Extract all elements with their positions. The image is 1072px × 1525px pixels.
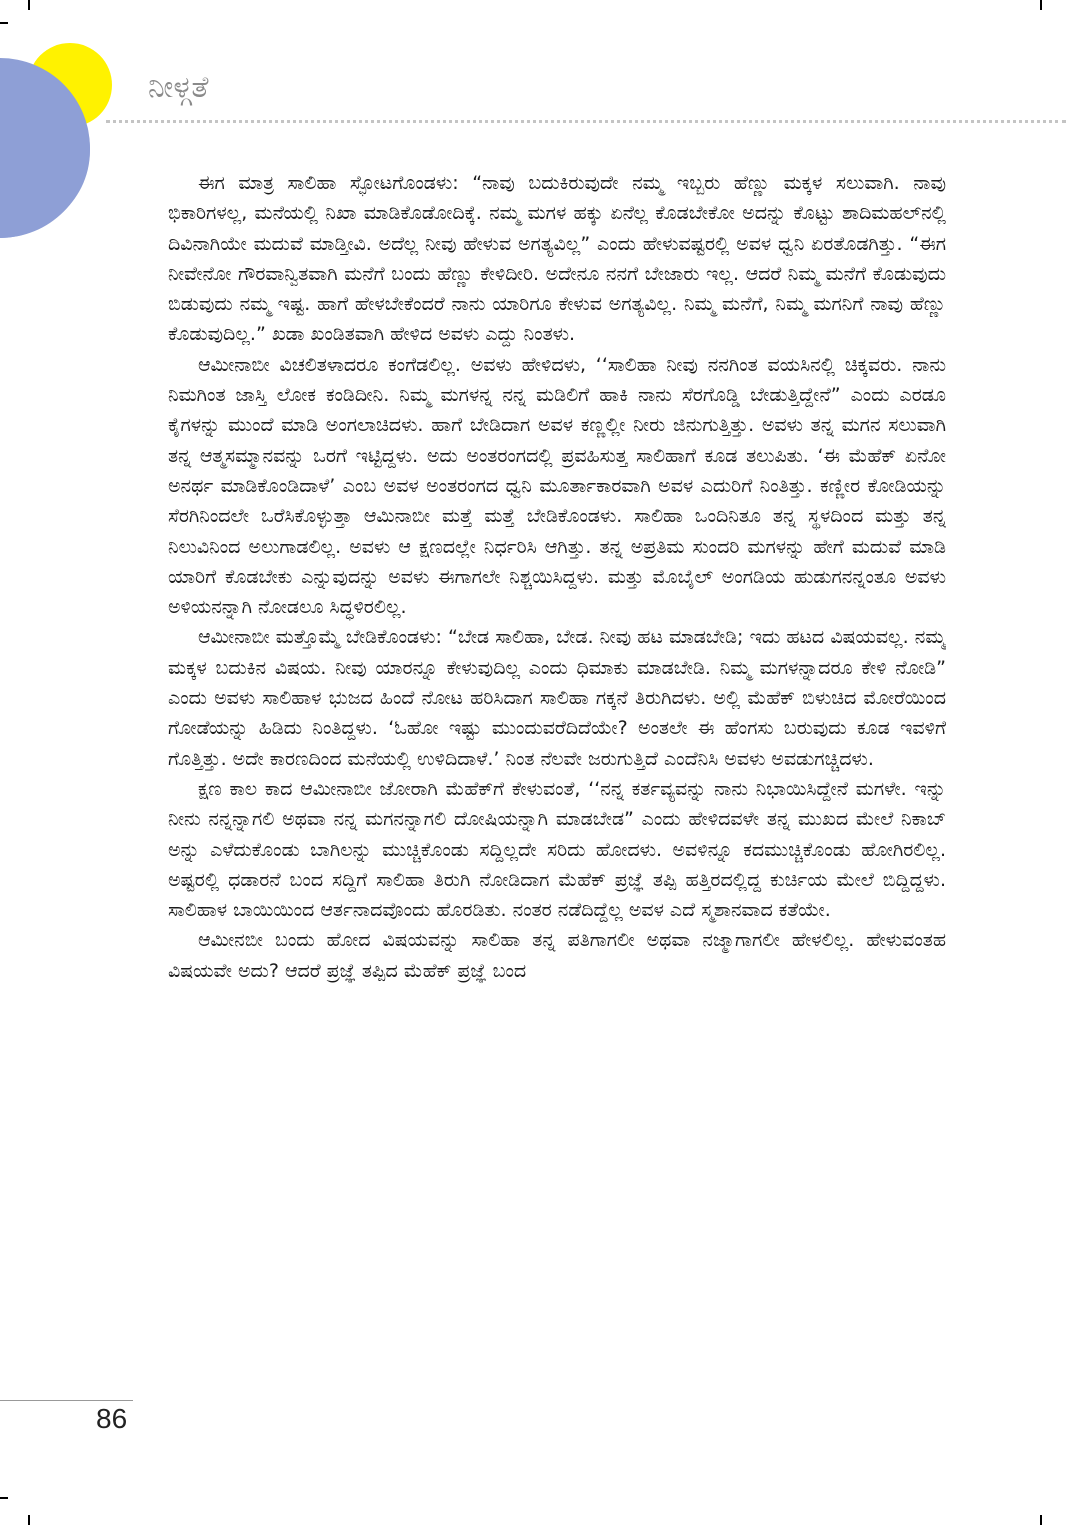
crop-mark-bottom-left (28, 1515, 30, 1525)
footer-divider (0, 1400, 133, 1401)
crop-mark-bottom-right (1040, 1515, 1042, 1525)
page-number: 86 (96, 1403, 128, 1434)
paragraph-4: ಕ್ಷಣ ಕಾಲ ಕಾದ ಆಮೀನಾಬೀ ಜೋರಾಗಿ ಮೆಹೆಕ್‌ಗೆ ಕೇಳುವಂತೆ, ‘‘ನನ್ನ ಕರ್ತವ್ಯವನ್ನು ನಾನು ನಿಭಾಯಿಸಿದ್ದೇನೆ ಮಗಳೇ. ಇನ್ನು ನೀನು ನನ್ನನ್ನಾಗಲಿ ಅಥವಾ ನನ್ನ ಮಗನನ್ನಾಗಲಿ ದೋಷಿಯನ್ನಾಗಿ ಮಾಡಬೇಡ” ಎಂದು ಹೇಳಿದವಳೇ ತನ್ನ ಮುಖದ ಮೇಲೆ ನಿಕಾಬ್ ಅನ್ನು ಎಳೆದುಕೊಂಡು ಬಾಗಿಲನ್ನು ಮುಚ್ಚಿಕೊಂಡು ಸದ್ದಿಲ್ಲದೇ ಸರಿದು ಹೋದಳು. ಅವಳಿನ್ನೂ ಕದಮುಚ್ಚಿಕೊಂಡು ಹೋಗಿರಲಿಲ್ಲ. ಅಷ್ಟರಲ್ಲಿ ಧಡಾರನೆ ಬಂದ ಸದ್ದಿಗೆ ಸಾಲಿಹಾ ತಿರುಗಿ ನೋಡಿದಾಗ ಮೆಹೆಕ್ ಪ್ರಜ್ಞೆ ತಪ್ಪಿ ಹತ್ತಿರದಲ್ಲಿದ್ದ ಕುರ್ಚಿಯ ಮೇಲೆ ಬಿದ್ದಿದ್ದಳು. ಸಾಲಿಹಾಳ ಬಾಯಿಯಿಂದ ಆರ್ತನಾದವೊಂದು ಹೊರಡಿತು. ನಂತರ ನಡೆದಿದ್ದೆಲ್ಲ ಅವಳ ಎದೆ ಸ್ಮಶಾನವಾದ ಕತೆಯೇ. (168, 777, 946, 922)
paragraph-2: ಆಮೀನಾಬೀ ವಿಚಲಿತಳಾದರೂ ಕಂಗೆಡಲಿಲ್ಲ. ಅವಳು ಹೇಳಿದಳು, ‘‘ಸಾಲಿಹಾ ನೀವು ನನಗಿಂತ ವಯಸಿನಲ್ಲಿ ಚಿಕ್ಕವರು. ನಾನು ನಿಮಗಿಂತ ಜಾಸ್ತಿ ಲೋಕ ಕಂಡಿದೀನಿ. ನಿಮ್ಮ ಮಗಳನ್ನ ನನ್ನ ಮಡಿಲಿಗೆ ಹಾಕಿ ನಾನು ಸೆರಗೊಡ್ಡಿ ಬೇಡುತ್ತಿದ್ದೇನೆ” ಎಂದು ಎರಡೂ ಕೈಗಳನ್ನು ಮುಂದೆ ಮಾಡಿ ಅಂಗಲಾಚಿದಳು. ಹಾಗೆ ಬೇಡಿದಾಗ ಅವಳ ಕಣ್ಣಲ್ಲೀ ನೀರು ಜಿನುಗುತ್ತಿತ್ತು. ಅವಳು ತನ್ನ ಮಗನ ಸಲುವಾಗಿ ತನ್ನ ಆತ್ಮಸಮ್ಮಾನವನ್ನು ಒರಗೆ ಇಟ್ಟಿದ್ದಳು. ಅದು ಅಂತರಂಗದಲ್ಲಿ ಪ್ರವಹಿಸುತ್ತ ಸಾಲಿಹಾಗೆ ಕೂಡ ತಲುಪಿತು. ‘ಈ ಮೆಹೆಕ್ ಏನೋ ಅನರ್ಥ ಮಾಡಿಕೊಂಡಿದಾಳೆ’ ಎಂಬ ಅವಳ ಅಂತರಂಗದ ಧ್ವನಿ ಮೂರ್ತಾಕಾರವಾಗಿ ಅವಳ ಎದುರಿಗೆ ನಿಂತಿತ್ತು. ಕಣ್ಣೀರ ಕೋಡಿಯನ್ನು ಸೆರಗಿನಿಂದಲೇ ಒರೆಸಿಕೊಳ್ಳುತ್ತಾ ಆಮಿನಾಬೀ ಮತ್ತೆ ಮತ್ತೆ ಬೇಡಿಕೊಂಡಳು. ಸಾಲಿಹಾ ಒಂದಿನಿತೂ ತನ್ನ ಸ್ಥಳದಿಂದ ಮತ್ತು ತನ್ನ ನಿಲುವಿನಿಂದ ಅಲುಗಾಡಲಿಲ್ಲ. ಅವಳು ಆ ಕ್ಷಣದಲ್ಲೇ ನಿರ್ಧರಿಸಿ ಆಗಿತ್ತು. ತನ್ನ ಅಪ್ರತಿಮ ಸುಂದರಿ ಮಗಳನ್ನು ಹೇಗೆ ಮದುವೆ ಮಾಡಿ ಯಾರಿಗೆ ಕೊಡಬೇಕು ಎನ್ನುವುದನ್ನು ಅವಳು ಈಗಾಗಲೇ ನಿಶ್ಚಯಿಸಿದ್ದಳು. ಮತ್ತು ಮೊಬೈಲ್ ಅಂಗಡಿಯ ಹುಡುಗನನ್ನಂತೂ ಅವಳು ಅಳಿಯನನ್ನಾಗಿ ನೋಡಲೂ ಸಿದ್ಧಳಿರಲಿಲ್ಲ. (168, 353, 946, 619)
page-body (168, 168, 946, 1398)
running-header-title: ನೀಳ್ಗತೆ (148, 70, 209, 105)
paragraph-1: ಈಗ ಮಾತ್ರ ಸಾಲಿಹಾ ಸ್ಫೋಟಗೊಂಡಳು: “ನಾವು ಬದುಕಿರುವುದೇ ನಮ್ಮ ಇಬ್ಬರು ಹೆಣ್ಣು ಮಕ್ಕಳ ಸಲುವಾಗಿ. ನಾವು ಭಿಕಾರಿಗಳಲ್ಲ, ಮನೆಯಲ್ಲಿ ನಿಖಾ ಮಾಡಿಕೊಡೋದಿಕ್ಕೆ. ನಮ್ಮ ಮಗಳ ಹಕ್ಕು ಏನೆಲ್ಲ ಕೊಡಬೇಕೋ ಅದನ್ನು ಕೊಟ್ಟು ಶಾದಿಮಹಲ್‌ನಲ್ಲಿ ದಿವಿನಾಗಿಯೇ ಮದುವೆ ಮಾಡ್ತೀವಿ. ಅದೆಲ್ಲ ನೀವು ಹೇಳುವ ಅಗತ್ಯವಿಲ್ಲ” ಎಂದು ಹೇಳುವಷ್ಟರಲ್ಲಿ ಅವಳ ಧ್ವನಿ ಏರತೊಡಗಿತ್ತು. “ಈಗ ನೀವೇನೋ ಗೌರವಾನ್ವಿತವಾಗಿ ಮನೆಗೆ ಬಂದು ಹೆಣ್ಣು ಕೇಳಿದೀರಿ. ಅದೇನೂ ನನಗೆ ಬೇಜಾರು ಇಲ್ಲ. ಆದರೆ ನಿಮ್ಮ ಮನೆಗೆ ಕೊಡುವುದು ಬಿಡುವುದು ನಮ್ಮ ಇಷ್ಟ. ಹಾಗೆ ಹೇಳಬೇಕೆಂದರೆ ನಾನು ಯಾರಿಗೂ ಕೇಳುವ ಅಗತ್ಯವಿಲ್ಲ. ನಿಮ್ಮ ಮನೆಗೆ, ನಿಮ್ಮ ಮಗನಿಗೆ ನಾವು ಹೆಣ್ಣು ಕೊಡುವುದಿಲ್ಲ.” ಖಡಾ ಖಂಡಿತವಾಗಿ ಹೇಳಿದ ಅವಳು ಎದ್ದು ನಿಂತಳು. (168, 172, 946, 346)
paragraph-5: ಆಮೀನಬೀ ಬಂದು ಹೋದ ವಿಷಯವನ್ನು ಸಾಲಿಹಾ ತನ್ನ ಪತಿಗಾಗಲೀ ಅಥವಾ ನಜ್ಮಾಗಾಗಲೀ ಹೇಳಲಿಲ್ಲ. ಹೇಳುವಂತಹ ವಿಷಯವೇ ಅದು? ಆದರೆ ಪ್ರಜ್ಞೆ ತಪ್ಪಿದ ಮೆಹೆಕ್ ಪ್ರಜ್ಞೆ ಬಂದ (168, 929, 946, 982)
paragraph-3: ಆಮೀನಾಬೀ ಮತ್ತೊಮ್ಮೆ ಬೇಡಿಕೊಂಡಳು: “ಬೇಡ ಸಾಲಿಹಾ, ಬೇಡ. ನೀವು ಹಟ ಮಾಡಬೇಡಿ; ಇದು ಹಟದ ವಿಷಯವಲ್ಲ. ನಮ್ಮ ಮಕ್ಕಳ ಬದುಕಿನ ವಿಷಯ. ನೀವು ಯಾರನ್ನೂ ಕೇಳುವುದಿಲ್ಲ ಎಂದು ಧಿಮಾಕು ಮಾಡಬೇಡಿ. ನಿಮ್ಮ ಮಗಳನ್ನಾದರೂ ಕೇಳಿ ನೋಡಿ” ಎಂದು ಅವಳು ಸಾಲಿಹಾಳ ಭುಜದ ಹಿಂದೆ ನೋಟ ಹರಿಸಿದಾಗ ಸಾಲಿಹಾ ಗಕ್ಕನೆ ತಿರುಗಿದಳು. ಅಲ್ಲಿ ಮೆಹೆಕ್ ಬಿಳುಚಿದ ಮೋರೆಯಿಂದ ಗೋಡೆಯನ್ನು ಹಿಡಿದು ನಿಂತಿದ್ದಳು. ‘ಓಹೋ ಇಷ್ಟು ಮುಂದುವರೆದಿದೆಯೇ? ಅಂತಲೇ ಈ ಹೆಂಗಸು ಬರುವುದು ಕೂಡ ಇವಳಿಗೆ ಗೊತ್ತಿತ್ತು. ಅದೇ ಕಾರಣದಿಂದ ಮನೆಯಲ್ಲಿ ಉಳಿದಿದಾಳೆ.’ ನಿಂತ ನೆಲವೇ ಜರುಗುತ್ತಿದೆ ಎಂದೆನಿಸಿ ಅವಳು ಅವಡುಗಚ್ಚಿದಳು. (168, 626, 946, 770)
header-dotted-divider (106, 120, 1066, 123)
crop-mark-left-lower (0, 1497, 8, 1499)
crop-mark-top-right (1040, 0, 1042, 10)
